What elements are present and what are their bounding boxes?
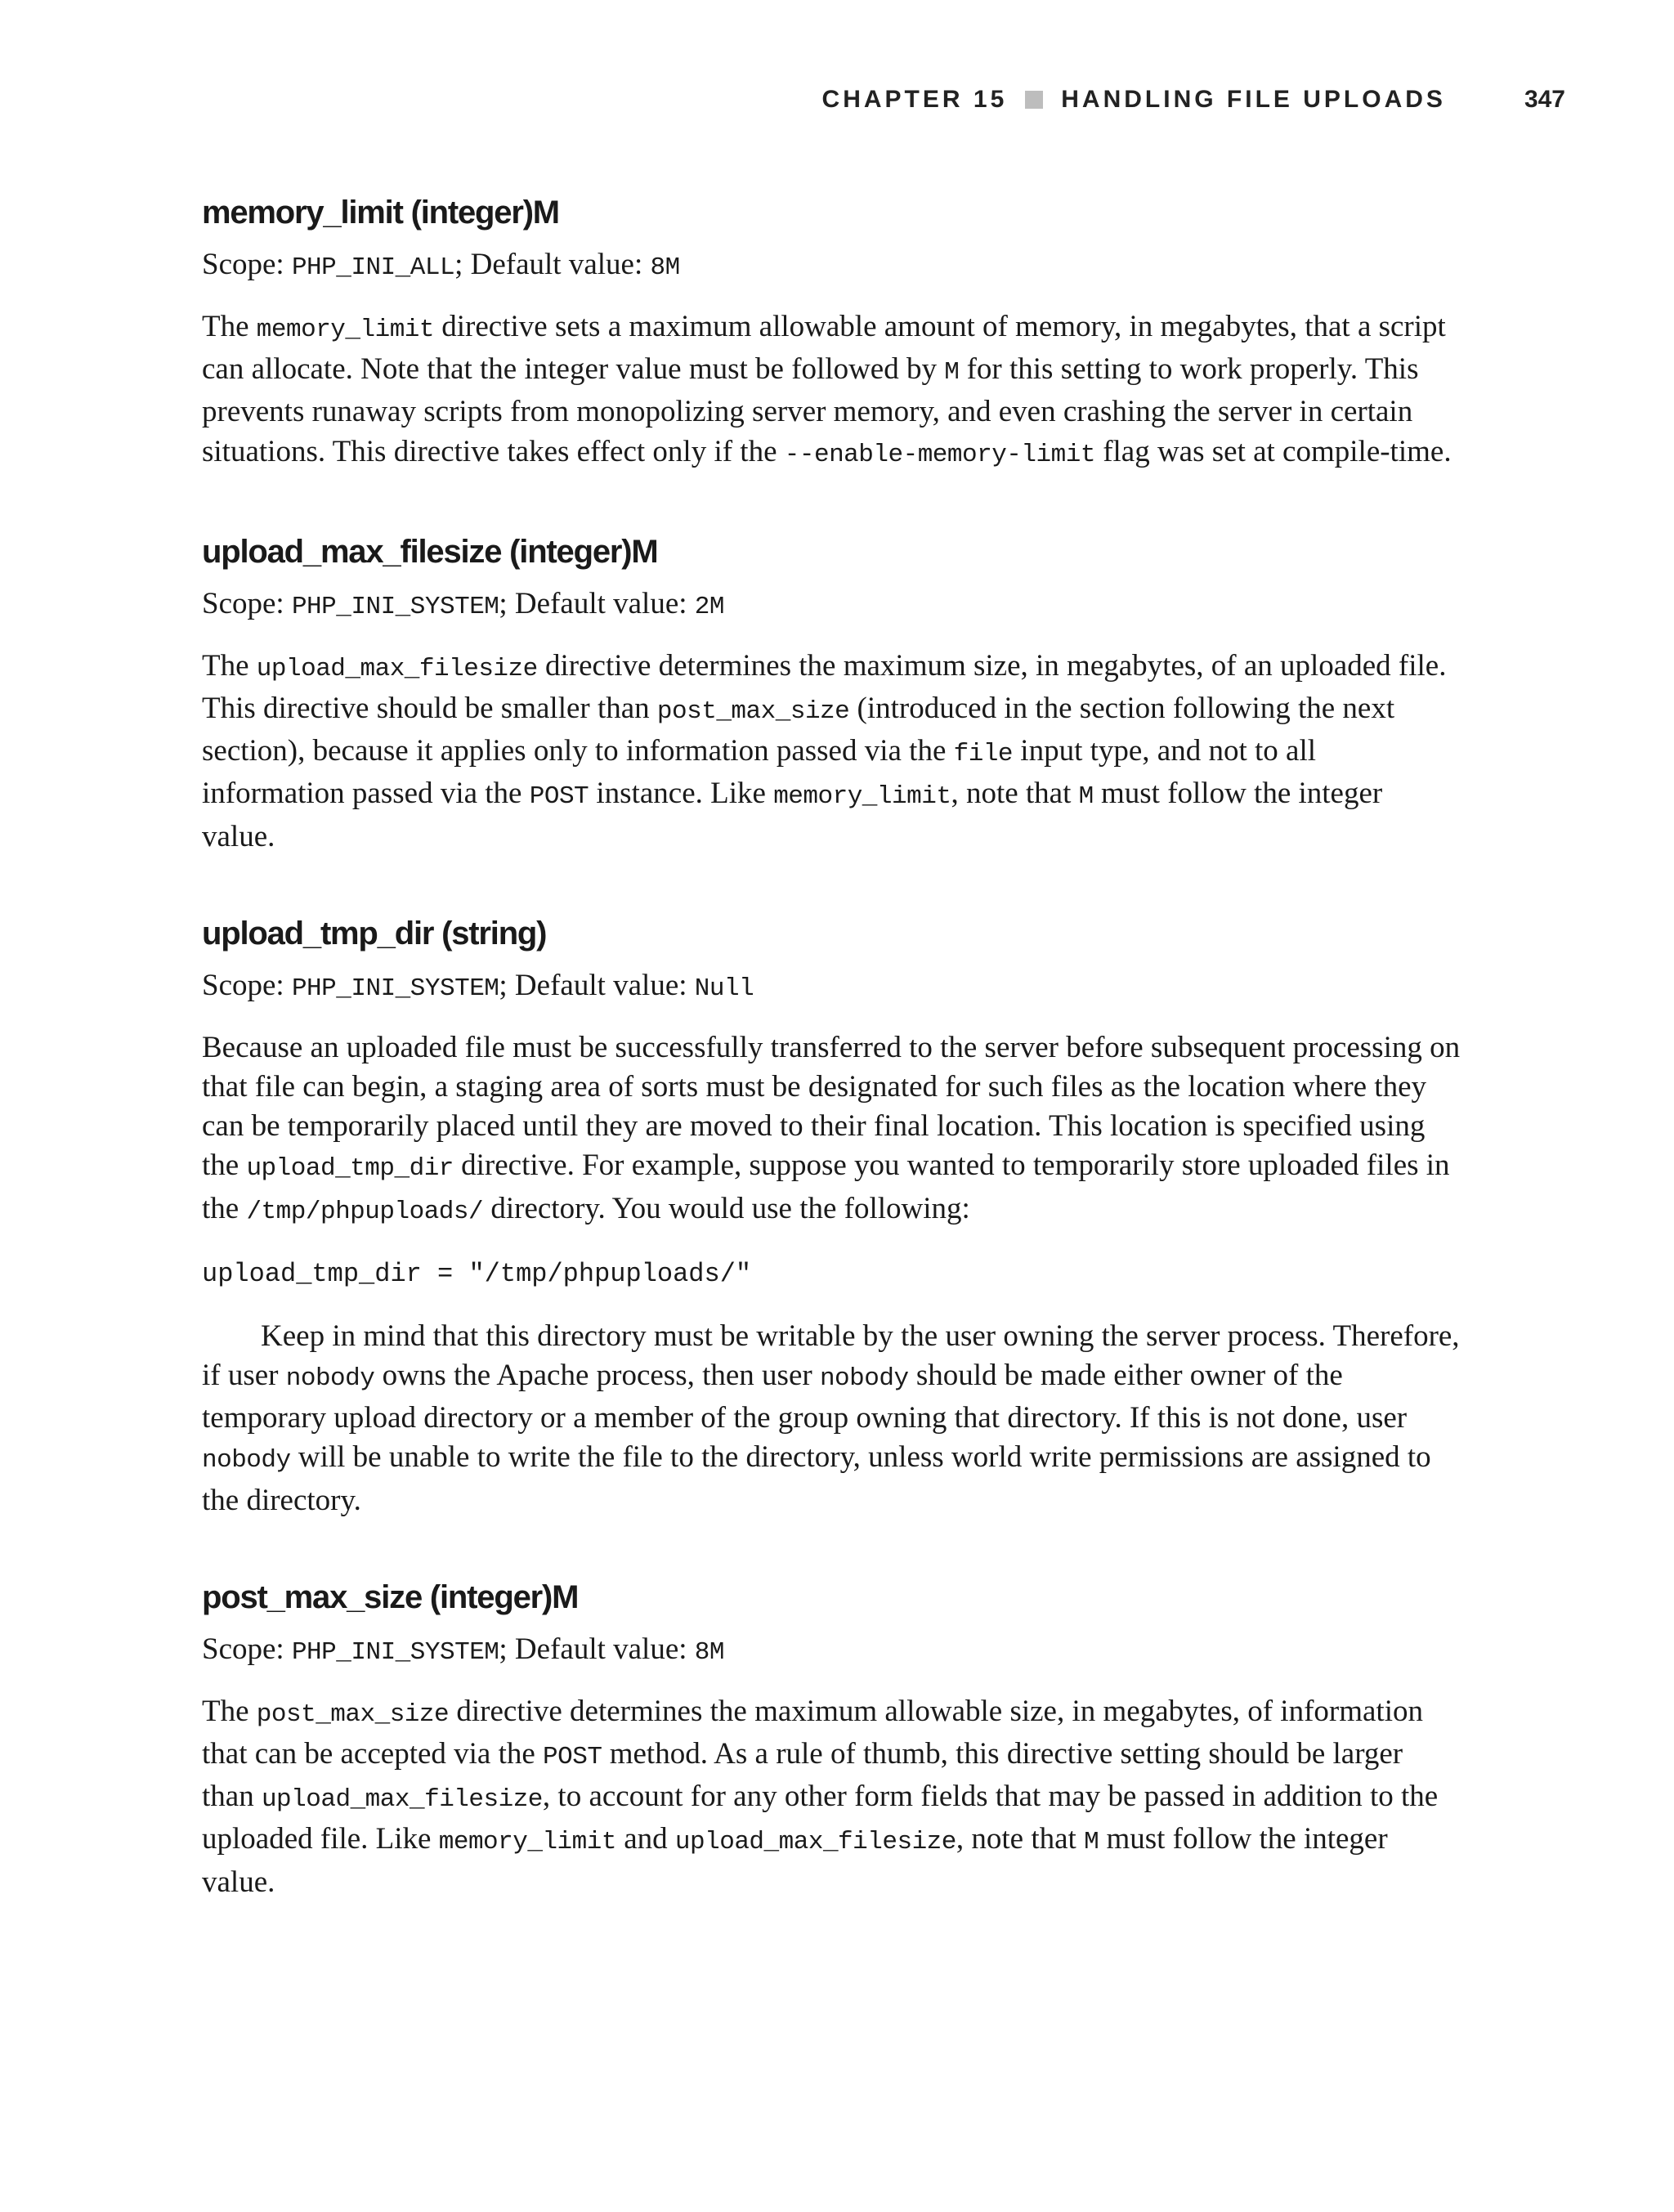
body-paragraph xyxy=(202,307,1461,475)
inline-code: upload_max_filesize xyxy=(261,1785,543,1815)
inline-code: POST xyxy=(529,782,589,812)
scope-line xyxy=(202,1630,1461,1672)
text-run: for this setting to work properly. This prevents runaway scripts from monopolizing server memory, and even crashing the server in certain situations. This directive takes effect only if the xyxy=(202,352,1419,468)
scope-line xyxy=(202,245,1461,288)
text-run: will be unable to write the file to the directory, unless world write permissions are assigned to the directory. xyxy=(202,1440,1431,1517)
text-run: The xyxy=(202,1694,257,1728)
text-run: directive determines the maximum allowable size, in megabytes, of information that can be accepted via the xyxy=(202,1694,1423,1771)
section-heading: memory_limit (integer)M xyxy=(202,195,559,231)
body-paragraph xyxy=(202,1028,1461,1232)
scope-value: PHP_INI_SYSTEM xyxy=(291,592,499,621)
inline-code: upload_tmp_dir xyxy=(246,1154,454,1184)
inline-code: M xyxy=(944,358,960,387)
body-paragraph xyxy=(202,1317,1461,1520)
inline-code: file xyxy=(953,740,1014,769)
text-run: method. As a rule of thumb, this directive setting should be larger than xyxy=(202,1737,1403,1814)
text-run: Keep in mind that this directory must be writable by the user owning the server process. Therefore, if user xyxy=(202,1319,1460,1393)
text-run: directory. You would use the following: xyxy=(483,1191,970,1225)
scope-label: Scope: xyxy=(202,248,292,281)
text-run: , note that xyxy=(956,1822,1085,1856)
text-run: , to account for any other form fields that may be passed in addition to the uploaded file. Like xyxy=(202,1780,1439,1856)
section-post-max-size xyxy=(202,1574,1461,1902)
inline-code: memory_limit xyxy=(438,1828,616,1857)
default-label: ; Default value: xyxy=(454,248,651,281)
chapter-label: CHAPTER 15 xyxy=(821,86,1008,113)
text-run: input type, and not to all information passed via the xyxy=(202,734,1317,811)
default-value: Null xyxy=(694,974,754,1003)
text-run: flag was set at compile-time. xyxy=(1094,434,1452,468)
default-label: ; Default value: xyxy=(499,586,695,620)
inline-code: nobody xyxy=(202,1446,291,1475)
default-value: 8M xyxy=(694,1637,725,1667)
section-heading: post_max_size (integer)M xyxy=(202,1578,579,1615)
scope-label: Scope: xyxy=(202,968,292,1002)
page-number: 347 xyxy=(1524,86,1565,113)
default-label: ; Default value: xyxy=(499,1632,695,1666)
scope-value: PHP_INI_SYSTEM xyxy=(291,1637,499,1667)
inline-code: post_max_size xyxy=(256,1699,450,1729)
text-run: (introduced in the section following the next section), because it applies only to information passed via the xyxy=(202,692,1395,768)
inline-code: nobody xyxy=(819,1364,909,1394)
separator-square-icon xyxy=(1025,91,1043,109)
body-paragraph xyxy=(202,647,1461,857)
inline-code: upload_max_filesize xyxy=(674,1828,956,1857)
section-upload-max-filesize xyxy=(202,529,1461,857)
inline-code: memory_limit xyxy=(256,316,435,344)
text-run: must follow the integer value. xyxy=(202,777,1383,853)
text-run: owns the Apache process, then user xyxy=(374,1359,820,1393)
scope-line xyxy=(202,584,1461,627)
inline-code: M xyxy=(1084,1828,1099,1857)
section-upload-tmp-dir xyxy=(202,911,1461,1520)
running-header xyxy=(817,82,1565,118)
chapter-title: HANDLING FILE UPLOADS xyxy=(1061,86,1446,113)
text-run: , note that xyxy=(951,777,1079,811)
section-memory-limit xyxy=(202,190,1461,475)
text-run: must follow the integer value. xyxy=(202,1822,1388,1899)
scope-label: Scope: xyxy=(202,586,292,620)
scope-label: Scope: xyxy=(202,1632,292,1666)
scope-value: PHP_INI_SYSTEM xyxy=(291,974,499,1003)
inline-code: upload_max_filesize xyxy=(256,654,538,683)
default-value: 8M xyxy=(650,253,680,282)
section-heading: upload_tmp_dir (string) xyxy=(202,915,547,952)
text-run: directive. For example, suppose you wanted to temporarily store uploaded files in the xyxy=(202,1149,1450,1225)
default-label: ; Default value: xyxy=(499,968,695,1002)
inline-code: M xyxy=(1078,782,1094,812)
scope-value: PHP_INI_ALL xyxy=(291,253,455,282)
text-run: should be made either owner of the temporary upload directory or a member of the group owning that directory. If this is not done, user xyxy=(202,1359,1408,1435)
scope-line xyxy=(202,966,1461,1009)
inline-code: --enable-memory-limit xyxy=(784,440,1095,469)
inline-code: POST xyxy=(543,1743,602,1772)
inline-code: post_max_size xyxy=(656,697,850,727)
default-value: 2M xyxy=(694,592,725,621)
body-paragraph xyxy=(202,1692,1461,1902)
text-run: directive sets a maximum allowable amount of memory, in megabytes, that a script can allocate. Note that the integer value must be followed by xyxy=(202,310,1446,387)
text-run: The xyxy=(202,310,257,343)
inline-code: memory_limit xyxy=(773,782,951,812)
section-heading: upload_max_filesize (integer)M xyxy=(202,533,658,570)
text-run: instance. Like xyxy=(589,777,774,811)
code-block: upload_tmp_dir = "/tmp/phpuploads/" xyxy=(202,1258,752,1289)
text-run: The xyxy=(202,648,257,683)
text-run: and xyxy=(615,1822,675,1856)
text-run: directive determines the maximum size, in megabytes, of an uploaded file. This directive should be smaller than xyxy=(202,648,1447,726)
page-content xyxy=(202,190,1461,1956)
inline-code: /tmp/phpuploads/ xyxy=(246,1197,484,1226)
inline-code: nobody xyxy=(285,1364,375,1394)
text-run: Because an uploaded file must be successfully transferred to the server before subsequent processing on that file can begin, a staging area of sorts must be designated for such files as the location where they can be temporarily placed until they are moved to their final location. This location is specified using the xyxy=(202,1030,1461,1183)
